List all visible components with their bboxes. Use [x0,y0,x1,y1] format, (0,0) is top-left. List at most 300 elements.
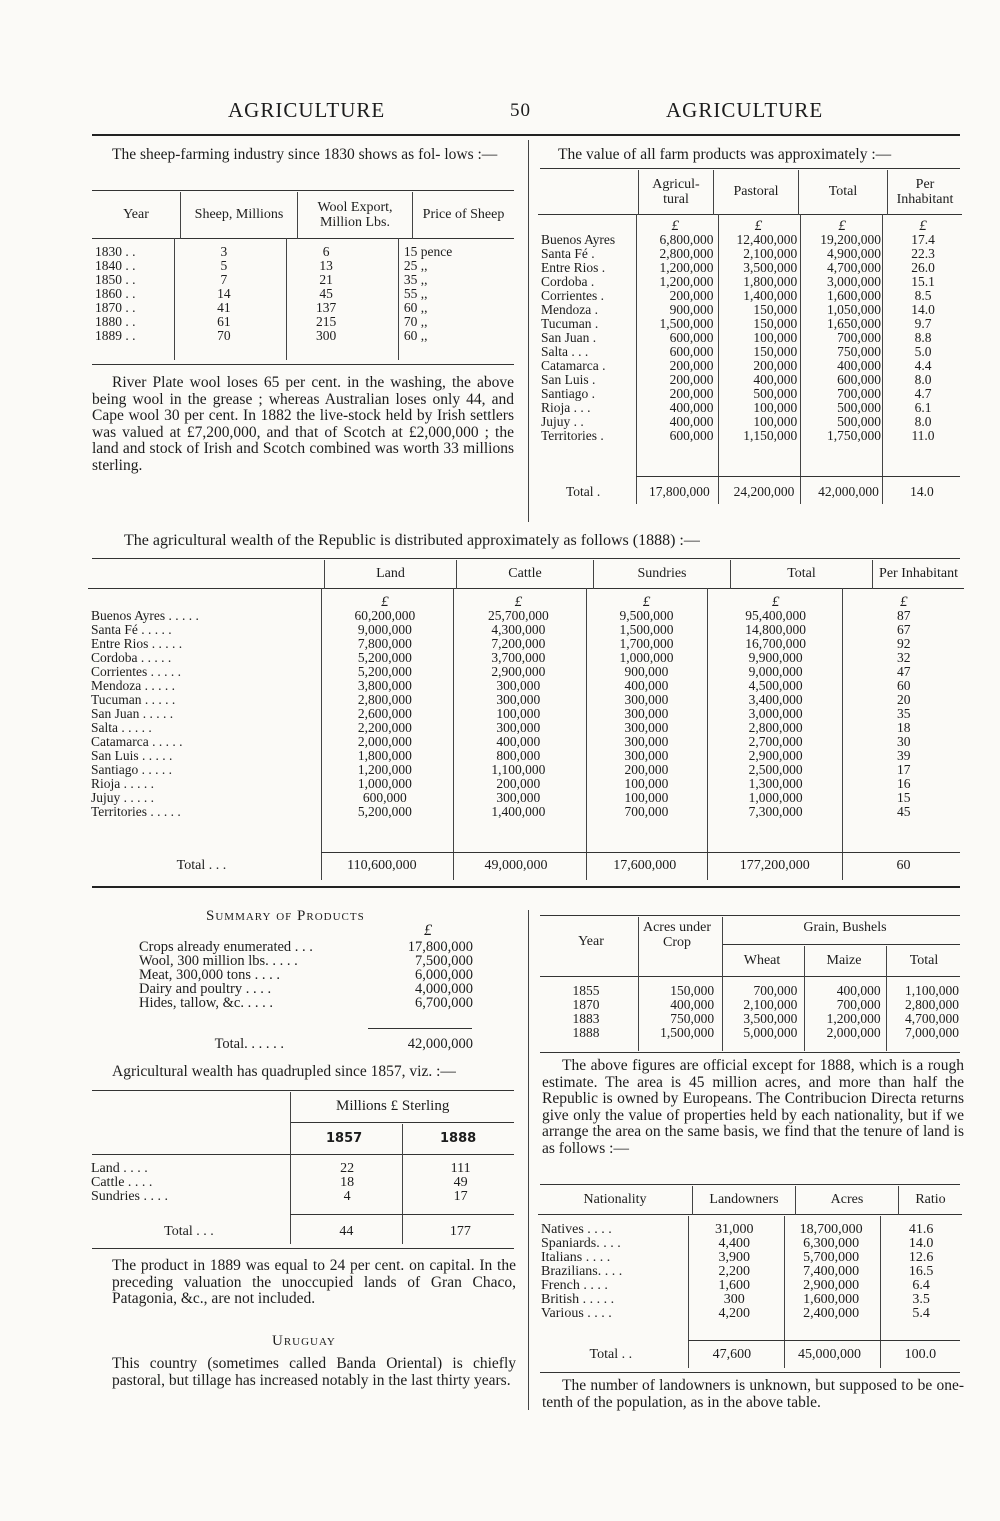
wealth-table [88,560,964,819]
nat-vrule-1 [688,1216,689,1368]
wealth-row-cell: 87 [896,607,911,623]
currency-mark: £ [771,593,780,610]
wealth-row-cell: Santa Fé . . . . . [91,621,172,637]
wealth-row-cell: 200,000 [624,761,669,777]
wealth-row-cell: 60 [896,677,911,693]
sheep-note: River Plate wool loses 65 per cent. in the washing, the above being wool in the grease ; whereas Australian loses only 44, and Cape wool 30 per cent. In 1882 the live-stock held by Irish settlers was valued at £7,200,000, and that of Scotch at £2,000,000 ; the land and stock of Irish and Scotch combined was worth 33 millions sterling. [92,374,514,474]
grain-row-cell: 1870 [572,997,600,1012]
nat-row [538,1307,962,1321]
wealth-row-cell: 4,300,000 [491,621,546,637]
currency-mark: £ [754,217,763,234]
grain-row-cell: 1888 [572,1025,600,1040]
quad-total-cell: Total . . . [164,1224,214,1239]
wealth-row [88,623,964,637]
grain-row-cell: 700,000 [753,983,798,998]
farm-row-cell: 26.0 [911,259,935,275]
wealth-row-cell: 14,800,000 [745,621,806,637]
wealth-row-cell: 25,700,000 [487,607,549,623]
farm-row-cell: Entre Rios . [541,259,606,275]
wealth-row [88,679,964,693]
grain-top-rule [540,915,960,916]
summary-row [136,954,476,968]
quad-row-cell: Cattle . . . . [91,1175,153,1190]
sheep-row-cell: 7 [220,271,228,287]
quadrupled-note: The product in 1889 was equal to 24 per cent. on capital. In the preceding valuation the unoccupied lands of Gran Chaco, Patagonia, &c., are not included. [112,1257,516,1307]
quad-group-rule [290,1122,514,1123]
sheep-row-cell: 137 [316,299,337,315]
wealth-row-cell: Cordoba . . . . . [91,649,172,665]
wealth-row-cell: 900,000 [624,663,669,679]
grain-col-maize: Maize [826,953,862,968]
grain-col-wheat: Wheat [743,953,781,968]
uruguay-heading: Uruguay [272,1333,336,1349]
wealth-currency-row [88,595,964,609]
wealth-row-cell: 15 [896,789,911,805]
quad-row [88,1162,518,1176]
nat-total-cell: 100.0 [904,1347,937,1362]
farm-row [538,359,962,373]
nat-rows [538,1223,962,1321]
wealth-row-cell: 9,000,000 [357,621,412,637]
farm-row-cell: 400,000 [669,399,714,415]
summary-currency: £ [424,922,432,939]
nat-row-cell: French . . . . [541,1277,608,1293]
wealth-row [88,609,964,623]
grain-row-cell: 2,100,000 [743,997,798,1012]
nat-row [538,1237,962,1251]
wealth-row-cell: 300,000 [624,719,669,735]
currency-mark: £ [642,593,651,610]
farm-table-top-rule [540,168,960,169]
wealth-row-cell: 400,000 [496,733,541,749]
wealth-row-cell: 1,000,000 [748,789,803,805]
quad-total-rule [290,1214,514,1215]
nat-row-cell: 6.4 [912,1277,930,1293]
farm-row-cell: 1,150,000 [743,427,798,443]
nat-total-rule [688,1340,960,1341]
wealth-row-cell: 5,200,000 [357,649,412,665]
quad-table [88,1162,518,1204]
wealth-row-cell: 1,400,000 [491,803,546,819]
wealth-row-cell: 3,000,000 [748,705,803,721]
sheep-row [92,329,514,343]
farm-row-cell: 200,000 [669,371,714,387]
grain-group-rule [722,944,960,945]
quad-year-1888: 1888 [440,1131,477,1146]
sheep-col-year: Year [92,192,181,238]
wealth-row-cell: Santiago . . . . . [91,761,172,777]
farm-row-cell: 8.0 [914,371,932,387]
sheep-row-cell: 15 pence [403,243,453,259]
wealth-row-cell: 300,000 [496,719,541,735]
wealth-col-total: Total [731,560,873,588]
wealth-row-cell: 2,800,000 [748,719,803,735]
summary-row [136,996,476,1010]
wealth-row [88,749,964,763]
grain-row-cell: 1883 [572,1011,600,1026]
summary-row [136,940,476,954]
wealth-row-cell: 16 [896,775,911,791]
nat-row-cell: 2,900,000 [803,1277,860,1293]
quad-row-cell: 18 [340,1175,355,1190]
quad-row-cell: Land . . . . [91,1161,148,1176]
grain-col-acres: Acres under Crop [642,920,712,950]
farm-row-cell: 400,000 [837,357,881,373]
grain-col-total: Total [909,953,939,968]
nat-bottom-rule [540,1372,960,1373]
farm-row-cell: 3,500,000 [743,259,798,275]
wealth-row-cell: Buenos Ayres . . . . . [91,607,199,623]
wealth-row-cell: 4,500,000 [748,677,803,693]
wealth-row-cell: 2,900,000 [748,747,803,763]
farm-row-cell: 400,000 [753,371,798,387]
farm-row-cell: Territories . [541,427,604,443]
grain-row-cell: 7,000,000 [905,1025,959,1040]
farm-row [538,345,962,359]
currency-mark: £ [381,593,389,610]
wealth-row-cell: 7,800,000 [357,635,412,651]
running-head-left: AGRICULTURE [228,98,386,122]
wealth-row-cell: 1,700,000 [619,635,674,651]
sheep-row-cell: 13 [319,257,333,273]
currency-mark: £ [514,593,523,610]
currency-mark: £ [838,217,846,234]
grain-row-cell: 1,200,000 [826,1011,881,1026]
nat-row-cell: 12.6 [908,1249,934,1265]
wealth-intro: The agricultural wealth of the Republic is distributed approximately as follows (1888) :— [124,532,700,549]
sheep-col-wool: Wool Export, Million Lbs. [298,192,413,238]
farm-row-cell: 19,200,000 [820,231,881,247]
quad-row-cell: 49 [453,1175,468,1190]
wealth-row-cell: 3,800,000 [357,677,412,693]
farm-row-cell: 4.4 [914,357,932,373]
wealth-row-cell: Territories . . . . . [91,803,181,819]
farm-row-cell: San Luis . [541,371,596,387]
grain-bottom-rule [540,1052,960,1053]
nat-row-cell: 31,000 [714,1221,754,1237]
nat-row-cell: Italians . . . . [541,1249,611,1265]
nat-total-cell: Total . . [589,1347,633,1362]
farm-total-cell: Total . [565,484,601,499]
farm-row-cell: 1,800,000 [743,273,798,289]
farm-row-cell: 1,600,000 [827,287,881,303]
wealth-row-cell: 2,600,000 [357,705,412,721]
nationality-note: The number of landowners is unknown, but supposed to be one-tenth of the population, as in the above table. [542,1377,964,1411]
farm-row-cell: 100,000 [753,413,798,429]
sheep-row-cell: 21 [319,271,333,287]
nat-row-cell: Various . . . . [541,1305,612,1321]
farm-row-cell: 400,000 [669,413,714,429]
wealth-row-cell: 16,700,000 [745,635,806,651]
wealth-row-cell: 7,200,000 [491,635,546,651]
wealth-row [88,763,964,777]
nat-row-cell: 2,200 [718,1263,750,1279]
wealth-row-cell: 32 [896,649,911,665]
wealth-row-cell: 600,000 [362,789,407,805]
wealth-row-cell: Jujuy . . . . . [91,789,155,805]
farm-row [538,401,962,415]
page-number: 50 [510,100,531,121]
wealth-row-cell: 20 [896,691,911,707]
farm-row-cell: 600,000 [837,371,881,387]
farm-row-cell: 900,000 [669,301,714,317]
grain-row-cell: 1,100,000 [905,983,959,998]
nat-row-cell: British . . . . . [541,1291,615,1307]
nat-row [538,1251,962,1265]
quad-row-cell: 4 [343,1189,351,1204]
grain-row-cell: 5,000,000 [743,1025,798,1040]
wealth-row-cell: 67 [896,621,911,637]
farm-row-cell: 4.7 [914,385,932,401]
farm-total-cell: 17,800,000 [649,484,710,499]
quad-total-row [88,1224,518,1240]
farm-value-table [538,170,962,443]
farm-row-cell: 2,100,000 [743,245,798,261]
sheep-vrule-1 [174,238,175,360]
wealth-row-cell: 200,000 [496,775,541,791]
farm-row-cell: Santa Fé . [541,245,595,261]
sheep-row-cell: 35 ,, [403,271,428,287]
nat-row [538,1265,962,1279]
farm-row-cell: 500,000 [837,413,881,429]
nat-total-cell: 47,600 [712,1347,752,1362]
farm-row [538,289,962,303]
nat-row-cell: 14.0 [908,1235,934,1251]
sheep-row [92,273,514,287]
wealth-rows [88,595,964,819]
grain-row [540,984,962,998]
farm-row-cell: Salta . . . [541,343,589,359]
farm-row-cell: 200,000 [669,287,714,303]
farm-col-per-inh: Per Inhabitant [896,176,954,207]
farm-row-cell: 1,650,000 [827,315,881,331]
farm-row-cell: 600,000 [669,427,714,443]
nat-row-cell: Spaniards. . . . [541,1235,621,1251]
sheep-row-cell: 300 [316,327,337,343]
farm-row-cell: 15.1 [911,273,935,289]
wealth-row-cell: 300,000 [496,789,541,805]
summary-table [136,940,476,1010]
wealth-vrule-1 [321,588,322,880]
nat-vrule-2 [784,1216,785,1368]
farm-col-total: Total [799,170,888,214]
wealth-row-cell: 18 [896,719,911,735]
grain-note: The above figures are official except for 1888, which is a rough estimate. The area is 45 million acres, and more than half the Republic is owned by Europeans. The Contribucion Directa returns give only the value of properties held by each nationality, but if we arrange the area on the same basis, we find that the tenure of land is as follows :— [542,1057,964,1157]
farm-value-intro: The value of all farm products was approximately :— [558,146,892,163]
sheep-row [92,259,514,273]
farm-row [538,233,962,247]
column-divider-bottom [528,910,529,1410]
wealth-vrule-4 [707,588,708,880]
grain-row-cell: 400,000 [670,997,715,1012]
wealth-row-cell: 300,000 [496,677,541,693]
farm-row [538,373,962,387]
farm-row-cell: 1,200,000 [659,259,714,275]
wealth-row-cell: 2,700,000 [748,733,803,749]
wealth-row-cell: Salta . . . . . [91,719,152,735]
sheep-row-cell: 1889 . . [95,327,136,343]
farm-row-cell: 200,000 [669,357,714,373]
wealth-row-cell: 39 [896,747,911,763]
summary-row-cell: Hides, tallow, &c. . . . . [139,995,273,1011]
sheep-row-cell: 1830 . . [95,243,136,259]
farm-row-cell: 500,000 [753,385,798,401]
nat-row [538,1293,962,1307]
farm-row-cell: 6.1 [914,399,932,415]
grain-col-bushels: Grain, Bushels [803,920,887,935]
wealth-row-cell: 300,000 [624,747,669,763]
running-head-right: AGRICULTURE [666,98,824,122]
wealth-row-cell: Rioja . . . . . [91,775,154,791]
currency-mark: £ [671,217,679,234]
currency-mark [88,595,318,609]
wealth-row-cell: 60,200,000 [354,607,416,623]
grain-row [540,998,962,1012]
wealth-row-cell: 5,200,000 [357,803,412,819]
wealth-total-cell: 60 [896,858,911,873]
quadrupled-intro: Agricultural wealth has quadrupled since 1857, viz. :— [112,1063,456,1080]
wealth-row-cell: 30 [896,733,911,749]
wealth-row-cell: 1,100,000 [491,761,546,777]
wealth-col-cattle: Cattle [457,560,594,588]
nat-total-row [538,1347,962,1363]
sheep-row-cell: 6 [322,243,330,259]
grain-row-cell: 400,000 [836,983,881,998]
grain-row-cell: 4,700,000 [905,1011,959,1026]
wealth-total-cell: Total . . . [176,858,227,873]
wealth-row-cell: 1,000,000 [619,649,674,665]
farm-row-cell: Jujuy . . [541,413,584,429]
nat-row-cell: 3,900 [718,1249,750,1265]
sheep-row-cell: 60 ,, [403,327,428,343]
farm-row-cell: 3,000,000 [827,273,881,289]
quad-row-cell: 17 [453,1189,468,1204]
nat-top-rule [540,1184,960,1185]
farm-row-cell: Santiago . [541,385,595,401]
summary-row-cell: 17,800,000 [407,939,473,955]
wealth-col-sundries: Sundries [594,560,731,588]
wealth-row [88,693,964,707]
wealth-row-cell: Mendoza . . . . . [91,677,175,693]
farm-row-cell: 14.0 [911,301,935,317]
wealth-row [88,777,964,791]
column-divider [528,140,529,522]
farm-row-cell: 8.8 [914,329,932,345]
wealth-row-cell: 35 [896,705,911,721]
wealth-row-cell: 47 [896,663,911,679]
nat-col-acres: Acres [796,1186,899,1214]
wealth-row [88,735,964,749]
farm-row [538,247,962,261]
farm-row [538,415,962,429]
farm-row-cell: 5.0 [914,343,932,359]
farm-row-cell: 11.0 [911,427,935,443]
nat-row-cell: 4,400 [718,1235,750,1251]
wealth-bottom-rule [92,886,960,888]
farm-row [538,387,962,401]
farm-row-cell: 700,000 [837,385,881,401]
farm-row [538,261,962,275]
quad-bottom-rule [92,1248,514,1249]
farm-row-cell: 8.0 [914,413,932,429]
farm-row-cell: 200,000 [753,357,798,373]
quad-total-cell: 44 [339,1224,354,1239]
sheep-row-cell: 215 [316,313,337,329]
uruguay-text: This country (sometimes called Banda Oriental) is chiefly pastoral, but tillage has increased notably in the last thirty years. [112,1355,516,1389]
quad-row [88,1176,518,1190]
farm-row [538,331,962,345]
sheep-table-bottom-rule [92,364,514,365]
farm-row-cell: 9.7 [914,315,932,331]
summary-total-row [136,1036,476,1053]
nat-col-ratio: Ratio [915,1192,946,1208]
sheep-rows [92,245,514,343]
farm-row-cell: 700,000 [837,329,881,345]
sheep-vrule-2 [286,238,287,360]
wealth-row-cell: 2,200,000 [357,719,412,735]
wealth-row [88,665,964,679]
farm-row-cell: 1,500,000 [659,315,714,331]
wealth-total-cell: 17,600,000 [613,858,677,873]
farm-row-cell: 6,800,000 [659,231,714,247]
wealth-row-cell: 92 [896,635,911,651]
wealth-total-cell: 177,200,000 [739,858,810,873]
wealth-row-cell: 100,000 [496,705,541,721]
farm-total-cell: 42,000,000 [818,484,879,499]
nat-row-cell: 7,400,000 [803,1263,860,1279]
wealth-row-cell: 5,200,000 [357,663,412,679]
wealth-row [88,651,964,665]
sheep-row [92,245,514,259]
summary-row-cell: Dairy and poultry . . . . [139,981,272,997]
farm-row-cell: San Juan . [541,329,597,345]
summary-row [136,968,476,982]
nat-row-cell: 1,600,000 [803,1291,860,1307]
summary-row-cell: 7,500,000 [415,953,473,969]
wealth-row-cell: 300,000 [496,691,541,707]
grain-row [540,1012,962,1026]
farm-currency-row [538,219,962,233]
wealth-row-cell: 1,500,000 [619,621,674,637]
farm-vrule-4 [882,214,883,504]
sheep-row-cell: 3 [220,243,228,259]
farm-row-cell: 1,750,000 [827,427,881,443]
wealth-row-cell: San Luis . . . . . [91,747,173,763]
nat-col-nationality: Nationality [538,1186,693,1214]
quad-row-cell: Sundries . . . . [91,1189,168,1204]
grain-row-cell: 700,000 [836,997,881,1012]
wealth-total-cell: 110,600,000 [347,858,417,873]
summary-total-rule [368,1028,472,1029]
currency-mark [538,219,634,233]
summary-row-cell: 4,000,000 [415,981,473,997]
grain-row-cell: 3,500,000 [743,1011,798,1026]
wealth-row-cell: 1,200,000 [357,761,412,777]
wealth-row-cell: Corrientes . . . . . [91,663,181,679]
sheep-row-cell: 1860 . . [95,285,136,301]
wealth-row-cell: 700,000 [624,803,669,819]
sheep-row-cell: 14 [217,285,231,301]
nat-row-cell: 16.5 [908,1263,934,1279]
farm-row [538,317,962,331]
quad-header-rule [92,1154,514,1155]
farm-col-region [538,170,639,214]
wealth-row-cell: 100,000 [624,775,669,791]
quad-total-cell: 177 [449,1224,471,1239]
farm-col-pastoral: Pastoral [714,170,799,214]
nat-row-cell: Brazilians. . . . [541,1263,623,1279]
sheep-row [92,287,514,301]
